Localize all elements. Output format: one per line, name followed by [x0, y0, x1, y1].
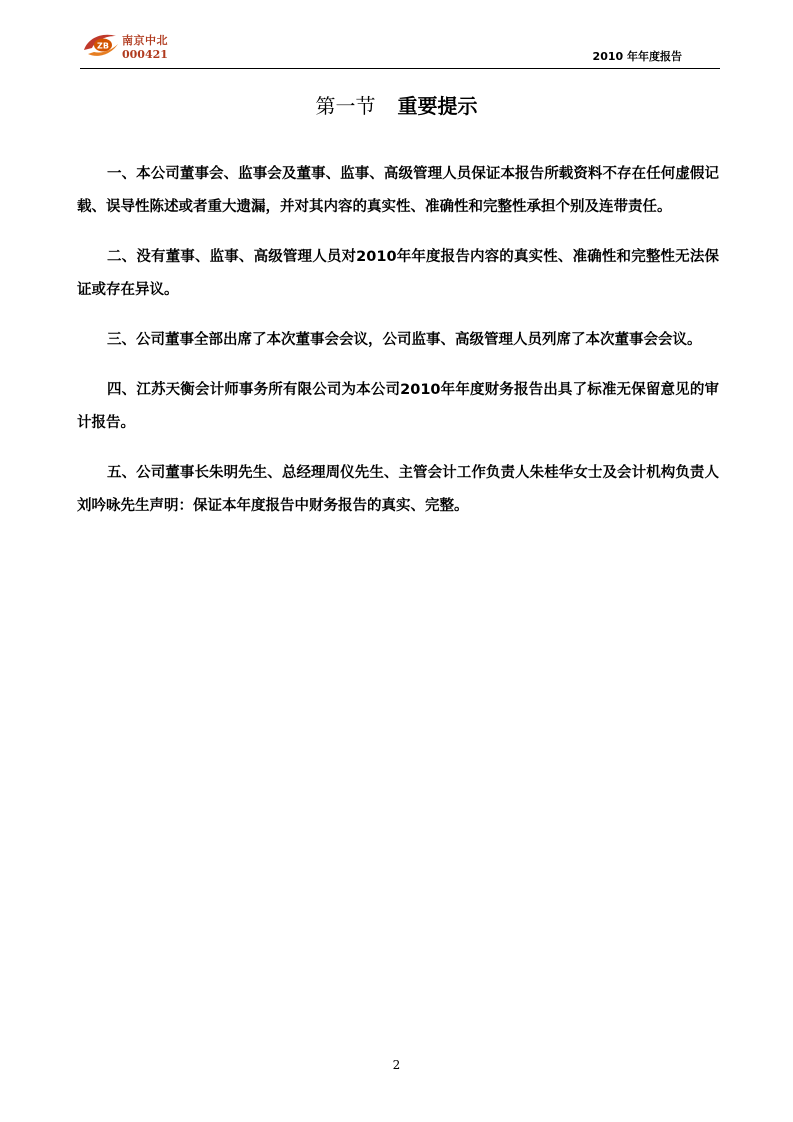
- page-header: [80, 28, 720, 69]
- company-logo-icon: [82, 30, 120, 60]
- paragraph-4: 四、江苏天衡会计师事务所有限公司为本公司2010年年度财务报告出具了标准无保留意见的审计报告。: [77, 382, 719, 431]
- company-name: 南京中北: [122, 34, 168, 47]
- paragraph-5: 五、公司董事长朱明先生、总经理周仪先生、主管会计工作负责人朱桂华女士及会计机构负责人刘吟咏先生声明：保证本年度报告中财务报告的真实、完整。: [77, 465, 719, 514]
- paragraph-1: 一、本公司董事会、监事会及董事、监事、高级管理人员保证本报告所载资料不存在任何虚假记载、误导性陈述或者重大遗漏，并对其内容的真实性、准确性和完整性承担个别及连带责任。: [77, 166, 719, 215]
- report-name: 2010 年年度报告: [592, 50, 682, 63]
- svg-text:ZB: ZB: [97, 41, 109, 51]
- section-name: 重要提示: [397, 94, 478, 118]
- page-number: 2: [392, 1058, 401, 1072]
- stock-code: 000421: [122, 48, 168, 61]
- section-number: 第一节: [315, 94, 376, 118]
- document-body: [77, 158, 719, 540]
- paragraph-2: 二、没有董事、监事、高级管理人员对2010年年度报告内容的真实性、准确性和完整性无法保证或存在异议。: [77, 249, 719, 298]
- section-title: [0, 90, 793, 119]
- paragraph-3: 三、公司董事全部出席了本次董事会会议，公司监事、高级管理人员列席了本次董事会会议。: [107, 332, 702, 348]
